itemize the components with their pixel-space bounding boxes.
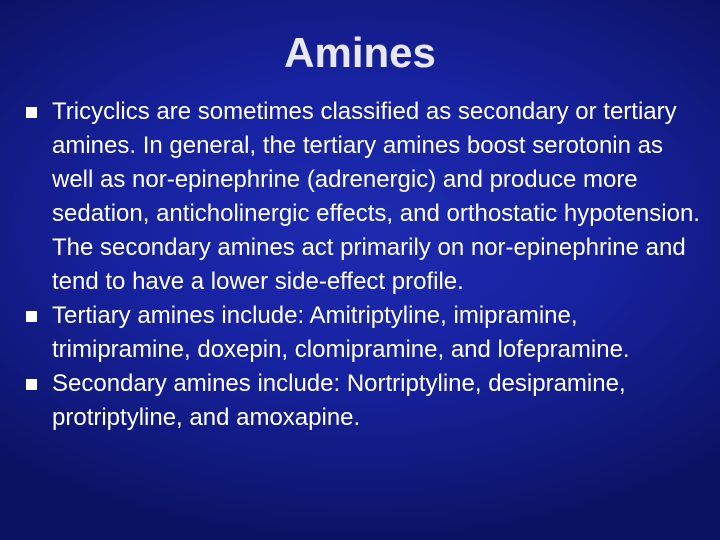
bullet-text: Secondary amines include: Nortriptyline, desipramine, protriptyline, and amoxapine. <box>52 370 626 431</box>
bullet-item-tricyclics <box>24 95 704 299</box>
bullet-text: Tricyclics are sometimes classified as secondary or tertiary amines. In general, the tertiary amines boost serotonin as well as nor-epinephrine (adrenergic) and produce more sedation, anticholinergic effects, and orthostatic hypotension. The secondary amines act primarily on nor-epinephrine and tend to have a lower side-effect profile. <box>52 98 700 295</box>
square-bullet-icon <box>26 379 37 390</box>
bullet-text: Tertiary amines include: Amitriptyline, imipramine, trimipramine, doxepin, clomipramine, and lofepramine. <box>52 302 630 363</box>
bullet-item-secondary-amines <box>24 367 704 435</box>
bullet-list <box>24 95 704 435</box>
square-bullet-icon <box>26 107 37 118</box>
bullet-item-tertiary-amines <box>24 299 704 367</box>
square-bullet-icon <box>26 311 37 322</box>
slide-title: Amines <box>284 29 436 76</box>
